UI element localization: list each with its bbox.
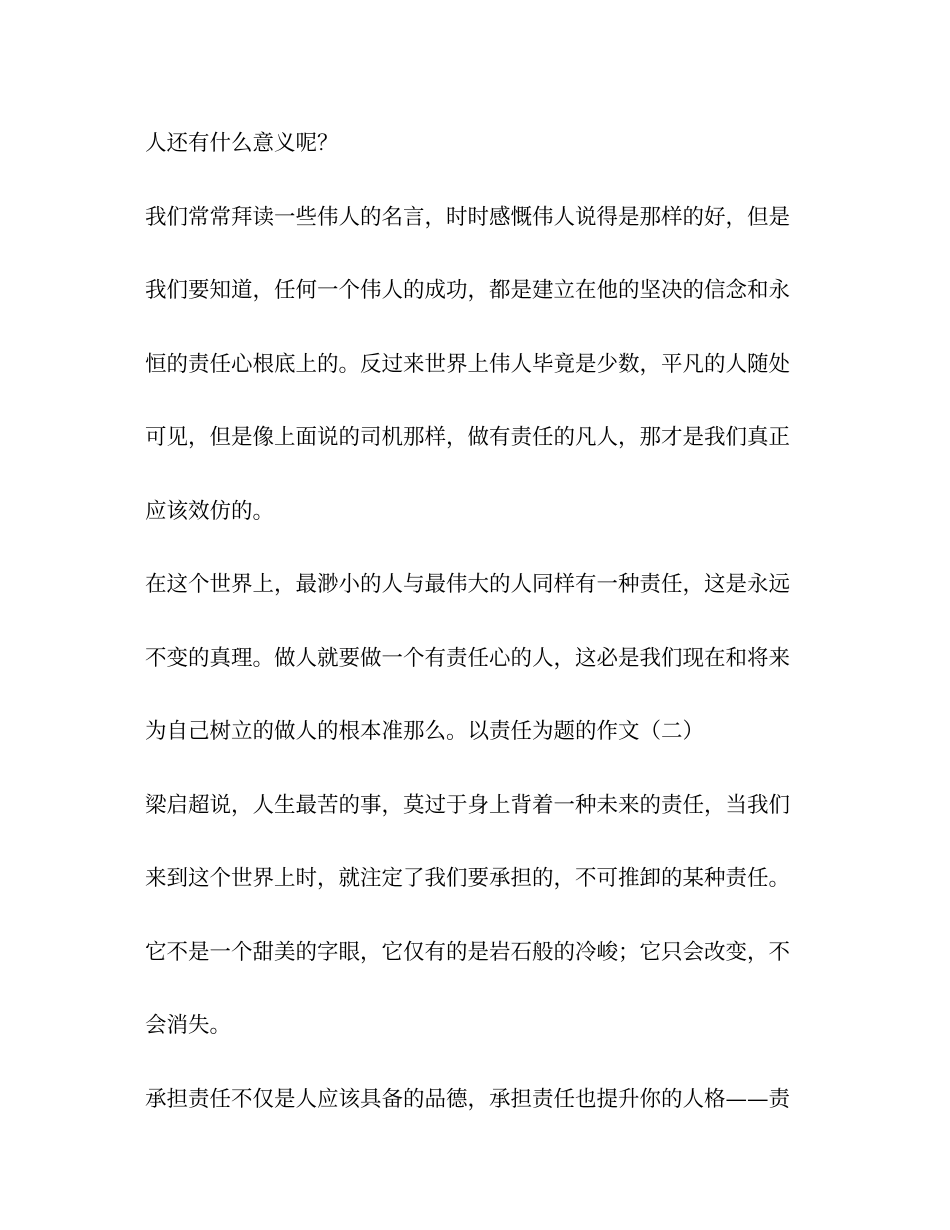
- text-line-12: 它不是一个甜美的字眼，它仅有的是岩石般的冷峻；它只会改变，不: [145, 939, 791, 965]
- text-line-2: 我们常常拜读一些伟人的名言，时时感慨伟人说得是那样的好，但是: [145, 204, 791, 230]
- text-line-6: 应该效仿的。: [145, 498, 275, 524]
- text-line-7: 在这个世界上，最渺小的人与最伟大的人同样有一种责任，这是永远: [145, 572, 791, 597]
- text-line-9: 为自己树立的做人的根本准那么。以责任为题的作文（二）: [145, 719, 705, 744]
- text-line-3: 我们要知道，任何一个伟人的成功，都是建立在他的坚决的信念和永: [145, 278, 791, 303]
- text-line-13: 会消失。: [145, 1013, 232, 1038]
- document-body: [145, 122, 815, 1151]
- text-line-11: 来到这个世界上时，就注定了我们要承担的，不可推卸的某种责任。: [145, 866, 791, 891]
- text-line-14: 承担责任不仅是人应该具备的品德，承担责任也提升你的人格——责: [145, 1086, 791, 1112]
- text-line-1: 人还有什么意义呢？: [145, 131, 339, 156]
- text-line-5: 可见，但是像上面说的司机那样，做有责任的凡人，那才是我们真正: [145, 425, 791, 450]
- text-line-4: 恒的责任心根底上的。反过来世界上伟人毕竟是少数，平凡的人随处: [145, 351, 791, 377]
- text-line-10: 梁启超说，人生最苦的事，莫过于身上背着一种未来的责任，当我们: [145, 792, 791, 818]
- text-line-8: 不变的真理。做人就要做一个有责任心的人，这必是我们现在和将来: [145, 645, 791, 671]
